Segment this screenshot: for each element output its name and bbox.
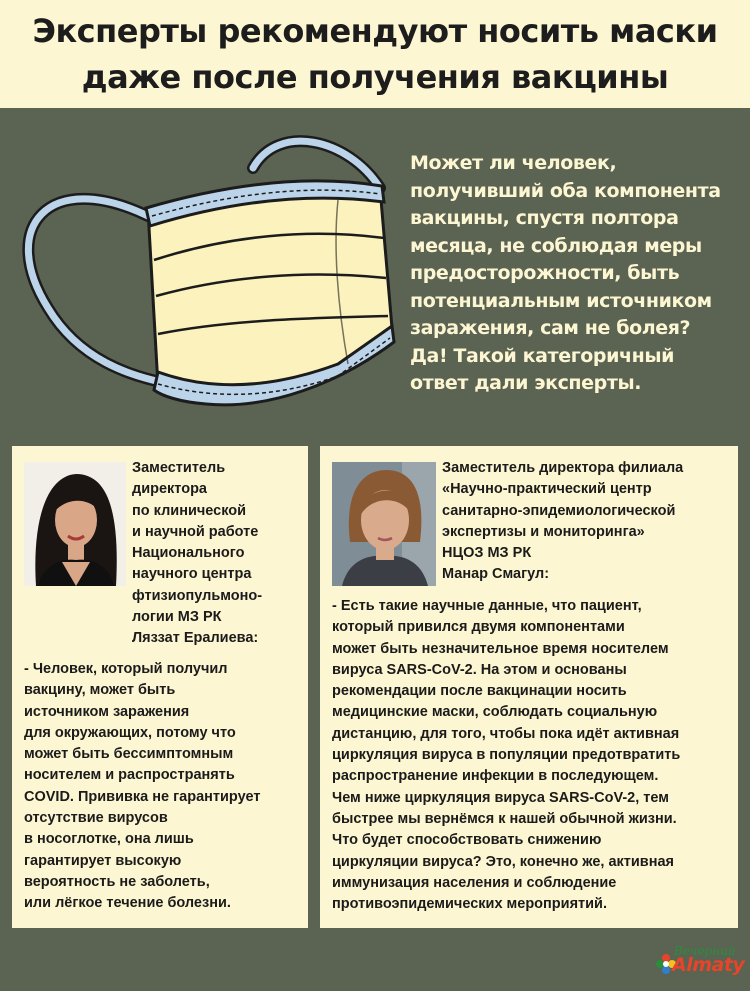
expert-photo-right [332,462,436,586]
header-banner [0,0,750,108]
expert-card-left [12,446,308,928]
expert-right-quote: - Есть такие научные данные, что пациент, который привился двумя компонентами может быть незначительное время носителем вируса SARS-CoV-2. На этом и основаны рекомендации после вакцинации носить медицинские маски, соблюдать социальную дистанцию, для того, чтобы пока идёт активная циркуляция вируса в популяции предотвратить распространение инфекции в последующем. Чем ниже циркуляция вируса SARS-CoV-2, тем быстрее мы вернёмся к нашей обычной жизни. Что будет способствовать снижению циркуляции вируса? Это, конечно же, активная иммунизация населения и соблюдение противоэпидемических мероприятий. [332,598,681,913]
expert-left-caption: Заместитель директора по клинической и научной работе Национального научного центра фтизиопульмоно- логии МЗ РК Ляззат Ералиева: [132,460,263,647]
expert-left-quote: - Человек, который получил вакцину, может быть источником заражения для окружающих, потому что может быть бессимптомным носителем и распространять COVID. Прививка не гарантирует отсутствие вирусов в носоглотке, она лишь гарантирует высокую вероятность не заболеть, или лёгкое течение болезни. [24,661,261,912]
page-title: Эксперты рекомендуют носить маски даже после получения вакцины [32,12,718,96]
expert-photo-left [24,462,126,586]
logo-top-text: Вечерний [674,944,736,958]
expert-card-right [320,446,738,928]
newspaper-logo [654,944,745,984]
medical-mask-illustration [8,128,400,416]
expert-right-caption: Заместитель директора филиала «Научно-практический центр санитарно-эпидемиологической экспертизы и мониторинга» НЦОЗ МЗ РК Манар Смагул: [442,460,684,583]
question-text: Может ли человек, получивший оба компонента вакцины, спустя полтора месяца, не соблюдая меры предосторожности, быть потенциальным источником заражения, сам не болея? Да! Такой категоричный ответ дали эксперты. [410,152,721,394]
logo-main-text: Almaty [672,954,745,976]
